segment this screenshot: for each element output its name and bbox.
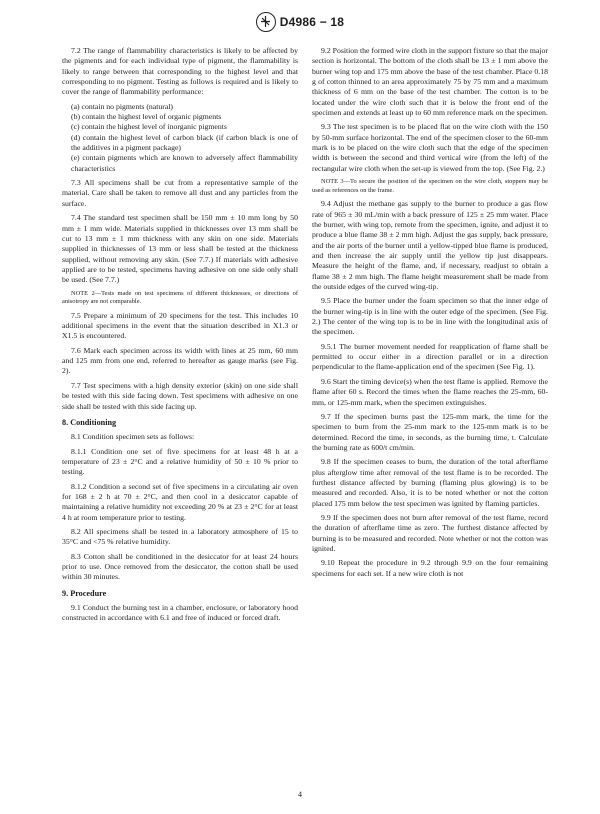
paragraph-9-4: 9.4 Adjust the methane gas supply to the burner to produce a gas flow rate of 965 ± 30 mL/min with a back pressure of 125 ± 25 mm water. Place the burner, with wing top, remote from the specimen, ignite, and adjust it to produce a blue flame 38 ± 2 mm high. Adjust the gas supply, back pressure, and the air ports of the burner until a yellow-tipped blue flame is produced, and then increase the air supply until the yellow tip just disappears. Measure the height of the flame, and, if necessary, readjust to obtain a flame 38 ± 2 mm high. The flame height measurement shall be made from the outside edges of the curved wing-tip. [312,199,548,292]
paragraph-8-1: 8.1 Condition specimen sets as follows: [71,432,195,442]
paragraph-9-6: 9.6 Start the timing device(s) when the test flame is applied. Remove the flame after 60 s. Record the times when the flame reaches the 25-mm, 60-mm, or 125-mm mark, when the specimen extinguishes. [312,376,548,407]
paragraph-9-1: 9.1 Conduct the burning test in a chamber, enclosure, or laboratory hood constructed in accordance with 6.1 and free of induced or forced draft. [62,603,298,623]
paragraph-9-7: 9.7 If the specimen burns past the 125-mm mark, the time for the specimen to burn from the 25-mm mark to the 125-mm mark is to be determined. Record the time, in seconds, as the burning time, t. Calculate the burning rate as 600/t cm/min. [312,411,548,452]
paragraph-8-1-1: 8.1.1 Condition one set of five specimens for at least 48 h at a temperature of 23 ± 2°C and a relative humidity of 50 ± 10 % prior to testing. [62,446,298,477]
paragraph-8-2: 8.2 All specimens shall be tested in a laboratory atmosphere of 15 to 35°C and <75 % relative humidity. [62,526,298,547]
paragraph-9-5-1: 9.5.1 The burner movement needed for reapplication of flame shall be permitted to occur either in a direction parallel or in a direction perpendicular to the flame-application end of the specimen (See Fig. 1). [312,341,548,372]
right-column [312,46,548,583]
paragraph-7-6: 7.6 Mark each specimen across its width with lines at 25 mm, 60 mm and 125 mm from one end, referred to hereafter as gauge marks (see Fig. 2). [62,345,298,376]
page-header [0,10,600,34]
paragraph-9-5: 9.5 Place the burner under the foam specimen so that the inner edge of the burner wing-tip is in line with the outer edge of the specimen. (See Fig. 2.) The center of the wing top is to be in line with the longitudinal axis of the specimen. [312,296,548,337]
paragraph-8-1-2: 8.1.2 Condition a second set of five specimens in a circulating air oven for 168 ± 2 h at 70 ± 2°C, and then cool in a desiccator capable of maintaining a relative humidity not exceeding 20 % at 23 ± 2°C for at least 4 h at room temperature prior to testing. [62,481,298,522]
paragraph-9-9: 9.9 If the specimen does not burn after removal of the test flame, record the duration of afterflame time as zero. The furthest distance affected by burning is to be measured and recorded. Note whether or not the cotton was ignited. [312,512,548,553]
page-number: 4 [298,790,302,799]
note-2: NOTE 2—Tests made on test specimens of different thicknesses, or directions of anisotropy are not comparable. [62,289,298,306]
list-item-a: (a) contain no pigments (natural) [71,101,174,111]
paragraph-8-3: 8.3 Cotton shall be conditioned in the desiccator for at least 24 hours prior to use. Once removed from the desiccator, the cotton shall be used within 30 minutes. [62,551,298,582]
left-column [62,46,298,628]
paragraph-9-3: 9.3 The test specimen is to be placed flat on the wire cloth with the 150 by 50-mm surface horizontal. The end of the specimen closer to the 60-mm mark is to be placed on the wire cloth such that the edge of the specimen width is between the second and third vertical wire (from the left) of the rectangular wire cloth when the set-up is viewed from the top. (See Fig. 2.) [312,122,548,173]
paragraph-7-7: 7.7 Test specimens with a high density exterior (skin) on one side shall be tested with this side facing down. Test specimens with adhesive on one side shall be tested with this side facing up. [62,380,298,411]
astm-logo-icon [256,12,276,32]
list-item-b: (b) contain the highest level of organic pigments [71,112,222,122]
section-heading-conditioning: 8. Conditioning [62,417,117,427]
list-item-c: (c) contain the highest level of inorganic pigments [71,122,227,132]
paragraph-7-5: 7.5 Prepare a minimum of 20 specimens for the test. This includes 10 additional specimens in the event that the situation described in X1.3 or X1.5 is encountered. [62,310,298,341]
list-item-e: (e) contain pigments which are known to adversely affect flammability characteristics [71,153,298,173]
paragraph-7-2: 7.2 The range of flammability characteristics is likely to be affected by the pigments and for each individual type of pigment, the flammability is likely to range between that corresponding to the highest level and that corresponding to no pigment. Testing as follows is required and is likely to cover the range of flammability performance: [62,46,298,97]
paragraph-9-8: 9.8 If the specimen ceases to burn, the duration of the total afterflame plus afterglow time after removal of the test flame is to be recorded. The furthest distance affected by burning (flaming plus glowing) is to be measured and recorded. Also, it is to be noted whether or not the cotton placed 175 mm below the test specimen was ignited by flaming particles. [312,457,548,508]
paragraph-7-4: 7.4 The standard test specimen shall be 150 mm ± 10 mm long by 50 mm ± 1 mm wide. Materials supplied in thicknesses over 13 mm shall be cut to 13 mm ± 1 mm thickness with any skin on one side. Materials supplied in thicknesses of 13 mm or less shall be tested at the thickness supplied, without removing any skin. (See 7.7.) If materials with adhesive applied are to be tested, specimens having adhesive on one side only shall be used. (See 7.7.) [62,213,298,285]
paragraph-7-3: 7.3 All specimens shall be cut from a representative sample of the material. Care shall be taken to remove all dust and any particles from the surface. [62,178,298,208]
note-3: NOTE 3—To secure the position of the specimen on the wire cloth, stoppers may be used as references on the frame. [312,178,548,194]
paragraph-9-10: 9.10 Repeat the procedure in 9.2 through 9.9 on the four remaining specimens for each set. If a new wire cloth is not [312,558,548,578]
section-heading-procedure: 9. Procedure [62,588,107,598]
document-id: D4986 − 18 [279,15,345,29]
paragraph-9-2: 9.2 Position the formed wire cloth in the support fixture so that the major section is horizontal. The bottom of the cloth shall be 13 ± 1 mm above the burner wing top and 175 mm above the base of the test chamber. Place 0.18 g of cotton thinned to an area approximately 75 by 75 mm and a maximum thickness of 6 mm on the base of the test chamber. The cotton is to be located under the wire cloth such that it is below the front end of the specimen and extends at least up to 60 mm reference mark on the specimen. [312,46,548,118]
list-item-d: (d) contain the highest level of carbon black (if carbon black is one of the additives in a pigment package) [71,132,298,153]
